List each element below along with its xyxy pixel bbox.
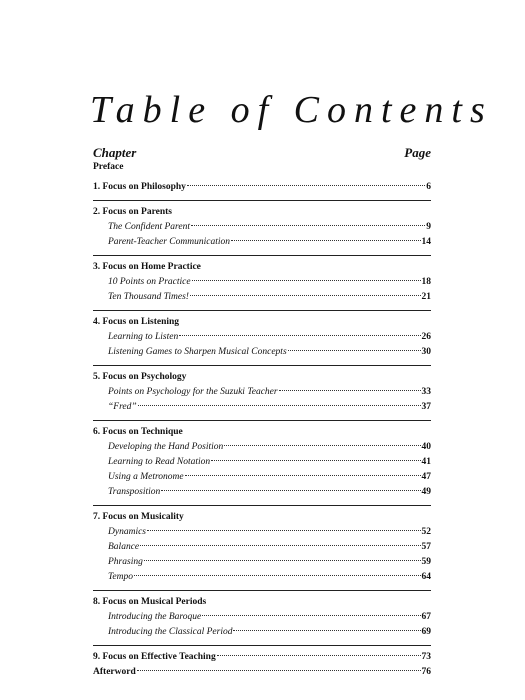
dot-leader bbox=[279, 390, 421, 391]
dot-leader bbox=[202, 615, 420, 616]
toc-chapter bbox=[93, 315, 431, 330]
toc-subentry bbox=[93, 570, 431, 585]
toc-subentry-title: Ten Thousand Times! bbox=[108, 292, 189, 302]
toc-subentry bbox=[93, 220, 431, 235]
toc-subentry-title: Learning to Read Notation bbox=[108, 457, 211, 467]
toc-subentry bbox=[93, 290, 431, 305]
toc-afterword-page-number: 76 bbox=[421, 667, 431, 677]
toc-section bbox=[93, 180, 431, 201]
toc-subentry bbox=[93, 275, 431, 290]
toc-list bbox=[93, 160, 431, 680]
toc-chapter bbox=[93, 425, 431, 440]
dot-leader bbox=[217, 655, 421, 656]
toc-chapter bbox=[93, 180, 431, 195]
toc-chapter-title: 6. Focus on Technique bbox=[93, 427, 183, 437]
dot-leader bbox=[233, 630, 420, 631]
toc-subentry-page-number: 67 bbox=[421, 612, 431, 622]
toc-subentry-title: Introducing the Classical Period bbox=[108, 627, 233, 637]
toc-chapter-title: 5. Focus on Psychology bbox=[93, 372, 187, 382]
toc-subentry-page-number: 69 bbox=[421, 627, 431, 637]
toc-section bbox=[93, 370, 431, 421]
toc-subentry-page-number: 18 bbox=[421, 277, 431, 287]
toc-chapter-title: 1. Focus on Philosophy bbox=[93, 182, 186, 192]
toc-chapter-title: 4. Focus on Listening bbox=[93, 317, 180, 327]
toc-chapter-title: 8. Focus on Musical Periods bbox=[93, 597, 207, 607]
toc-subentry-page-number: 14 bbox=[421, 237, 431, 247]
dot-leader bbox=[211, 460, 420, 461]
toc-chapter bbox=[93, 650, 431, 665]
toc-subentry-title: Phrasing bbox=[108, 557, 143, 567]
toc-subentry-page-number: 33 bbox=[421, 387, 431, 397]
toc-subentry bbox=[93, 625, 431, 640]
toc-chapter-title: 9. Focus on Effective Teaching bbox=[93, 652, 216, 662]
toc-chapter-title: 7. Focus on Musicality bbox=[93, 512, 184, 522]
toc-subentry-title: Parent-Teacher Communication bbox=[108, 237, 230, 247]
toc-section bbox=[93, 260, 431, 311]
toc-subentry-page-number: 41 bbox=[421, 457, 431, 467]
toc-subentry-page-number: 30 bbox=[421, 347, 431, 357]
toc-subentry-page-number: 57 bbox=[421, 542, 431, 552]
toc-subentry-title: Listening Games to Sharpen Musical Concepts bbox=[108, 347, 287, 357]
toc-section bbox=[93, 665, 431, 680]
toc-section bbox=[93, 315, 431, 366]
toc-subentry bbox=[93, 540, 431, 555]
toc-chapter-title: 3. Focus on Home Practice bbox=[93, 262, 201, 272]
dot-leader bbox=[224, 445, 420, 446]
toc-subentry-title: Developing the Hand Position bbox=[108, 442, 224, 452]
toc-chapter-page-number: 73 bbox=[421, 652, 431, 662]
toc-subentry-title: Learning to Listen bbox=[108, 332, 179, 342]
dot-leader bbox=[288, 350, 421, 351]
toc-subentry-page-number: 21 bbox=[421, 292, 431, 302]
toc-header bbox=[93, 145, 431, 161]
toc-subentry-title: Using a Metronome bbox=[108, 472, 184, 482]
toc-chapter-title: 2. Focus on Parents bbox=[93, 207, 172, 217]
toc-subentry bbox=[93, 440, 431, 455]
toc-subentry bbox=[93, 610, 431, 625]
toc-section bbox=[93, 425, 431, 506]
toc-subentry bbox=[93, 385, 431, 400]
toc-chapter bbox=[93, 370, 431, 385]
toc-section bbox=[93, 510, 431, 591]
toc-subentry-page-number: 26 bbox=[421, 332, 431, 342]
toc-chapter-page-number: 6 bbox=[426, 182, 431, 192]
dot-leader bbox=[140, 545, 420, 546]
dot-leader bbox=[190, 295, 421, 296]
toc-subentry-title: The Confident Parent bbox=[108, 222, 190, 232]
toc-subentry bbox=[93, 345, 431, 360]
toc-subentry-title: Introducing the Baroque bbox=[108, 612, 202, 622]
dot-leader bbox=[187, 185, 425, 186]
toc-section bbox=[93, 205, 431, 256]
toc-subentry-title: Balance bbox=[108, 542, 140, 552]
dot-leader bbox=[147, 530, 421, 531]
toc-subentry bbox=[93, 400, 431, 415]
toc-chapter bbox=[93, 510, 431, 525]
toc-subentry bbox=[93, 235, 431, 250]
dot-leader bbox=[134, 575, 421, 576]
toc-subentry-title: “Fred” bbox=[108, 402, 137, 412]
toc-subentry-page-number: 9 bbox=[426, 222, 431, 232]
toc-subentry-title: Transposition bbox=[108, 487, 161, 497]
preface-entry: Preface bbox=[93, 162, 124, 172]
chapter-column-header: Chapter bbox=[93, 145, 137, 160]
dot-leader bbox=[137, 670, 421, 671]
toc-chapter bbox=[93, 595, 431, 610]
toc-section bbox=[93, 650, 431, 665]
toc-chapter bbox=[93, 205, 431, 220]
toc-afterword-title: Afterword bbox=[93, 667, 136, 677]
dot-leader bbox=[191, 225, 425, 226]
page-column-header: Page bbox=[404, 145, 431, 160]
dot-leader bbox=[179, 335, 420, 336]
toc-subentry-page-number: 47 bbox=[421, 472, 431, 482]
toc-subentry-title: Points on Psychology for the Suzuki Teacher bbox=[108, 387, 278, 397]
toc-subentry-page-number: 40 bbox=[421, 442, 431, 452]
toc-subentry-page-number: 37 bbox=[421, 402, 431, 412]
toc-subentry-page-number: 64 bbox=[421, 572, 431, 582]
toc-subentry-title: Tempo bbox=[108, 572, 133, 582]
page-title: Table of Contents bbox=[90, 89, 493, 131]
dot-leader bbox=[231, 240, 421, 241]
toc-subentry bbox=[93, 555, 431, 570]
dot-leader bbox=[138, 405, 421, 406]
dot-leader bbox=[192, 280, 421, 281]
toc-subentry bbox=[93, 455, 431, 470]
toc-section bbox=[93, 595, 431, 646]
toc-subentry-title: 10 Points on Practice bbox=[108, 277, 191, 287]
toc-subentry bbox=[93, 525, 431, 540]
toc-subentry-page-number: 49 bbox=[421, 487, 431, 497]
toc-subentry bbox=[93, 330, 431, 345]
dot-leader bbox=[161, 490, 420, 491]
dot-leader bbox=[185, 475, 421, 476]
dot-leader bbox=[144, 560, 421, 561]
toc-subentry-title: Dynamics bbox=[108, 527, 146, 537]
toc-subentry-page-number: 52 bbox=[421, 527, 431, 537]
toc-subentry bbox=[93, 485, 431, 500]
toc-subentry bbox=[93, 470, 431, 485]
toc-afterword bbox=[93, 665, 431, 680]
toc-chapter bbox=[93, 260, 431, 275]
toc-subentry-page-number: 59 bbox=[421, 557, 431, 567]
